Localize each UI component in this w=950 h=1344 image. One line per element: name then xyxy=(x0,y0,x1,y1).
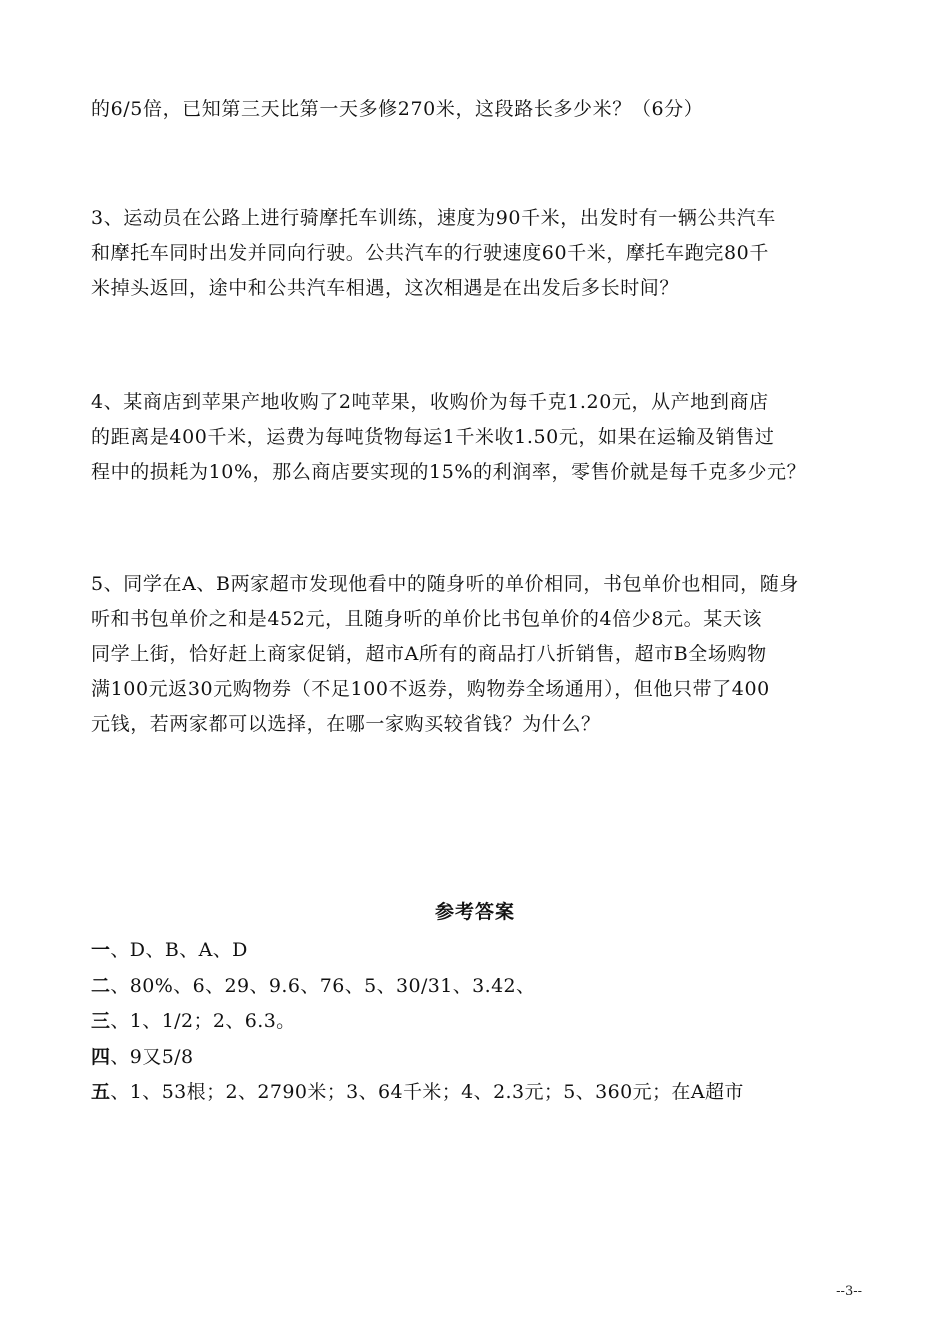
text-line: 听和书包单价之和是452元，且随身听的单价比书包单价的4倍少8元。某天该 xyxy=(91,608,763,630)
text-line: 4、某商店到苹果产地收购了2吨苹果，收购价为每千克1.20元，从产地到商店 xyxy=(91,391,769,413)
text-line: 和摩托车同时出发并同向行驶。公共汽车的行驶速度60千米，摩托车跑完80千 xyxy=(91,242,769,264)
answer-text: 、1、1/2；2、6.3。 xyxy=(110,1010,296,1032)
text-line: 满100元返30元购物券（不足100不返券，购物券全场通用），但他只带了400 xyxy=(91,678,770,700)
answer-row-2 xyxy=(91,969,881,1005)
page-number: --3-- xyxy=(836,1284,862,1299)
text-line: 程中的损耗为10%，那么商店要实现的15%的利润率，零售价就是每千克多少元？ xyxy=(91,461,807,483)
answer-row-3 xyxy=(91,1004,881,1040)
answer-section-label: 四 xyxy=(91,1045,111,1068)
answer-text: 、80%、6、29、9.6、76、5、30/31、3.42、 xyxy=(110,974,536,997)
text-line: 的距离是400千米，运费为每吨货物每运1千米收1.50元，如果在运输及销售过 xyxy=(91,426,775,448)
text-line: 3、运动员在公路上进行骑摩托车训练，速度为90千米，出发时有一辆公共汽车 xyxy=(91,207,776,229)
answer-key-title: 参考答案 xyxy=(434,901,515,923)
answer-section-label: 三 xyxy=(91,1010,111,1032)
answer-text: 、9又5/8 xyxy=(110,1045,194,1068)
answer-section-label: 二 xyxy=(91,974,111,997)
problem-2-continuation xyxy=(91,92,881,127)
answer-section-label: 一 xyxy=(91,939,111,961)
text-line: 米掉头返回，途中和公共汽车相遇，这次相遇是在出发后多长时间？ xyxy=(91,277,680,299)
text-line: 5、同学在A、B两家超市发现他看中的随身听的单价相同，书包单价也相同，随身 xyxy=(91,573,799,595)
answer-row-5 xyxy=(91,1075,881,1111)
answer-section-label: 五 xyxy=(91,1081,111,1103)
answer-text: 、1、53根；2、2790米；3、64千米；4、2.3元；5、360元；在A超市 xyxy=(110,1081,744,1103)
problem-3 xyxy=(91,201,881,306)
problem-4 xyxy=(91,385,881,490)
answer-row-4 xyxy=(91,1040,881,1076)
text-line: 的6/5倍，已知第三天比第一天多修270米，这段路长多少米？（6分） xyxy=(91,98,704,120)
answer-key-list xyxy=(91,933,881,1111)
problem-5 xyxy=(91,567,881,742)
answer-row-1 xyxy=(91,933,881,969)
text-line: 同学上街，恰好赶上商家促销，超市A所有的商品打八折销售，超市B全场购物 xyxy=(91,643,767,665)
answer-text: 、D、B、A、D xyxy=(110,939,248,961)
text-line: 元钱，若两家都可以选择，在哪一家购买较省钱？为什么？ xyxy=(91,713,601,735)
